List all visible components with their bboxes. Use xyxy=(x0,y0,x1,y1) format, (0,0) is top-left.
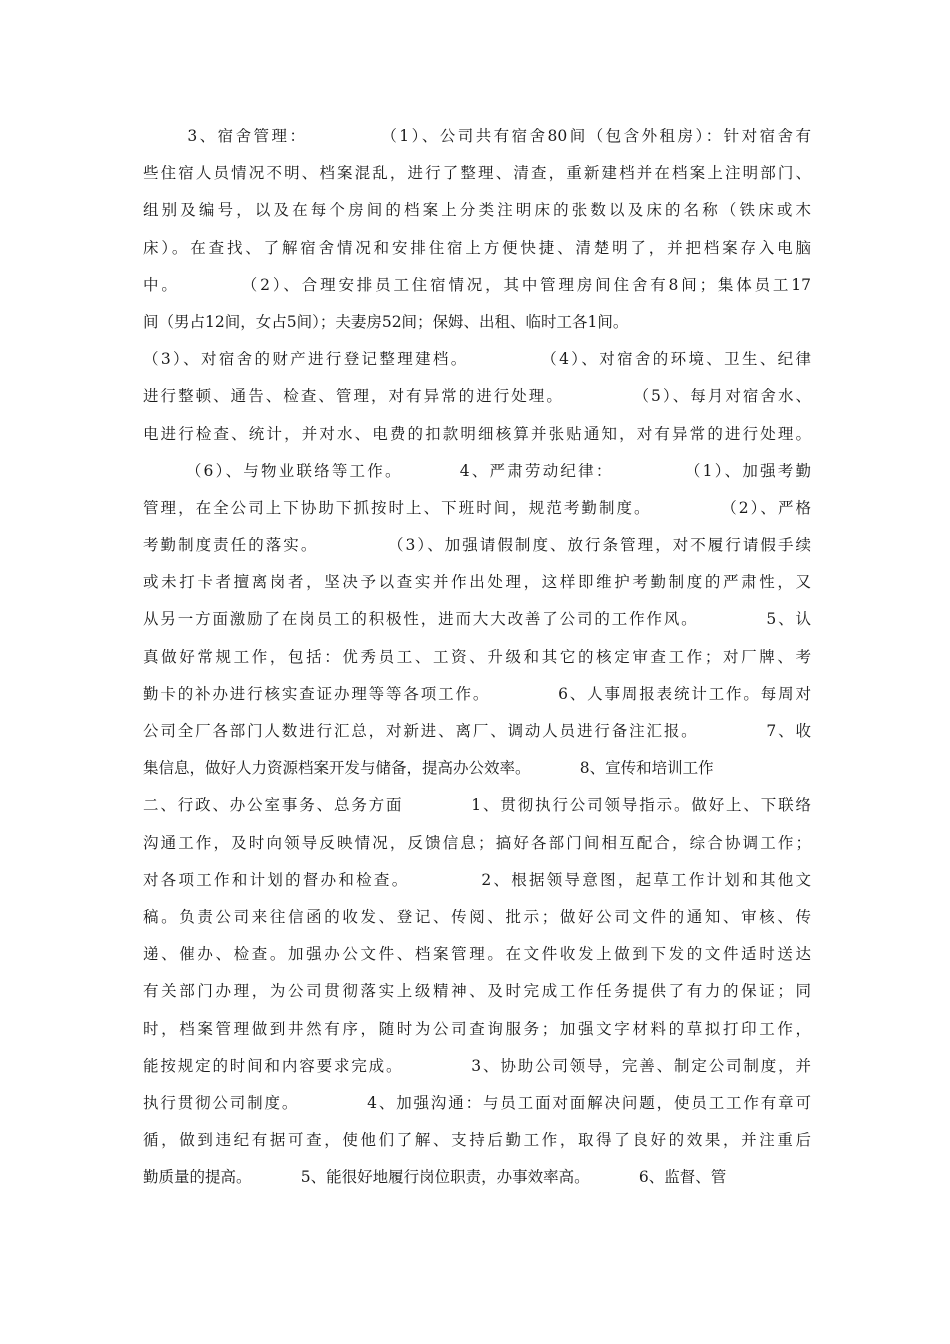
text-line: 勤质量的提高。 5、能很好地履行岗位职责，办事效率高。 6、监督、管 xyxy=(143,1168,727,1187)
text-line: 时，档案管理做到井然有序，随时为公司查询服务；加强文字材料的草拟打印工作， xyxy=(143,1019,811,1038)
text-line: 循，做到违纪有据可查，使他们了解、支持后勤工作，取得了良好的效果，并注重后 xyxy=(143,1131,811,1150)
text-line: 对各项工作和计划的督办和检查。 2、根据领导意图，起草工作计划和其他文 xyxy=(143,870,811,889)
text-line: 真做好常规工作，包括：优秀员工、工资、升级和其它的核定审查工作；对厂牌、考 xyxy=(143,647,811,666)
text-line: 间（男占12间，女占5间）；夫妻房52间；保姆、出租、临时工各1间。 xyxy=(143,312,629,331)
text-line: 3、宿舍管理： （1）、公司共有宿舍80间（包含外租房）：针对宿舍有 xyxy=(143,127,811,145)
text-line: 进行整顿、通告、检查、管理，对有异常的进行处理。 （5）、每月对宿舍水、 xyxy=(143,387,811,406)
text-line: 公司全厂各部门人数进行汇总，对新进、离厂、调动人员进行备注汇报。 7、收 xyxy=(143,722,811,740)
text-line: 集信息，做好人力资源档案开发与储备，提高办公效率。 8、宣传和培训工作 xyxy=(143,759,714,778)
text-line: 考勤制度责任的落实。 （3）、加强请假制度、放行条管理，对不履行请假手续 xyxy=(143,536,811,555)
text-line: 执行贯彻公司制度。 4、加强沟通：与员工面对面解决问题，使员工工作有章可 xyxy=(143,1093,811,1112)
text-line: 稿。负责公司来往信函的收发、登记、传阅、批示；做好公司文件的通知、审核、传 xyxy=(143,907,811,926)
text-line: 中。 （2）、合理安排员工住宿情况，其中管理房间住舍有8间；集体员工17 xyxy=(143,275,811,294)
text-line: （6）、与物业联络等工作。 4、严肃劳动纪律： （1）、加强考勤 xyxy=(143,461,811,480)
text-line: 组别及编号，以及在每个房间的档案上分类注明床的张数以及床的名称（铁床或木 xyxy=(143,201,811,220)
text-line: 管理，在全公司上下协助下抓按时上、下班时间，规范考勤制度。 （2）、严格 xyxy=(143,498,811,517)
text-line: 有关部门办理，为公司贯彻落实上级精神、及时完成工作任务提供了有力的保证；同 xyxy=(143,982,811,1001)
text-line: 沟通工作，及时向领导反映情况，反馈信息；搞好各部门间相互配合，综合协调工作； xyxy=(143,833,811,852)
text-line: 些住宿人员情况不明、档案混乱，进行了整理、清查，重新建档并在档案上注明部门、 xyxy=(143,164,811,183)
text-line: 能按规定的时间和内容要求完成。 3、协助公司领导，完善、制定公司制度，并 xyxy=(143,1056,811,1075)
body-text xyxy=(143,118,811,1196)
text-line: 电进行检查、统计，并对水、电费的扣款明细核算并张贴通知，对有异常的进行处理。 xyxy=(143,424,811,443)
text-line: （3）、对宿舍的财产进行登记整理建档。 （4）、对宿舍的环境、卫生、纪律 xyxy=(143,350,811,369)
text-line: 从另一方面激励了在岗员工的积极性，进而大大改善了公司的工作作风。 5、认 xyxy=(143,610,811,629)
text-line: 或未打卡者擅离岗者，坚决予以查实并作出处理，这样即维护考勤制度的严肃性，又 xyxy=(143,573,811,592)
text-line: 勤卡的补办进行核实查证办理等等各项工作。 6、人事周报表统计工作。每周对 xyxy=(143,684,811,703)
text-line: 二、行政、办公室事务、总务方面 1、贯彻执行公司领导指示。做好上、下联络 xyxy=(143,796,811,815)
text-line: 递、催办、检查。加强办公文件、档案管理。在文件收发上做到下发的文件适时送达 xyxy=(143,945,811,964)
text-line: 床）。在查找、了解宿舍情况和安排住宿上方便快捷、清楚明了，并把档案存入电脑 xyxy=(143,238,811,257)
